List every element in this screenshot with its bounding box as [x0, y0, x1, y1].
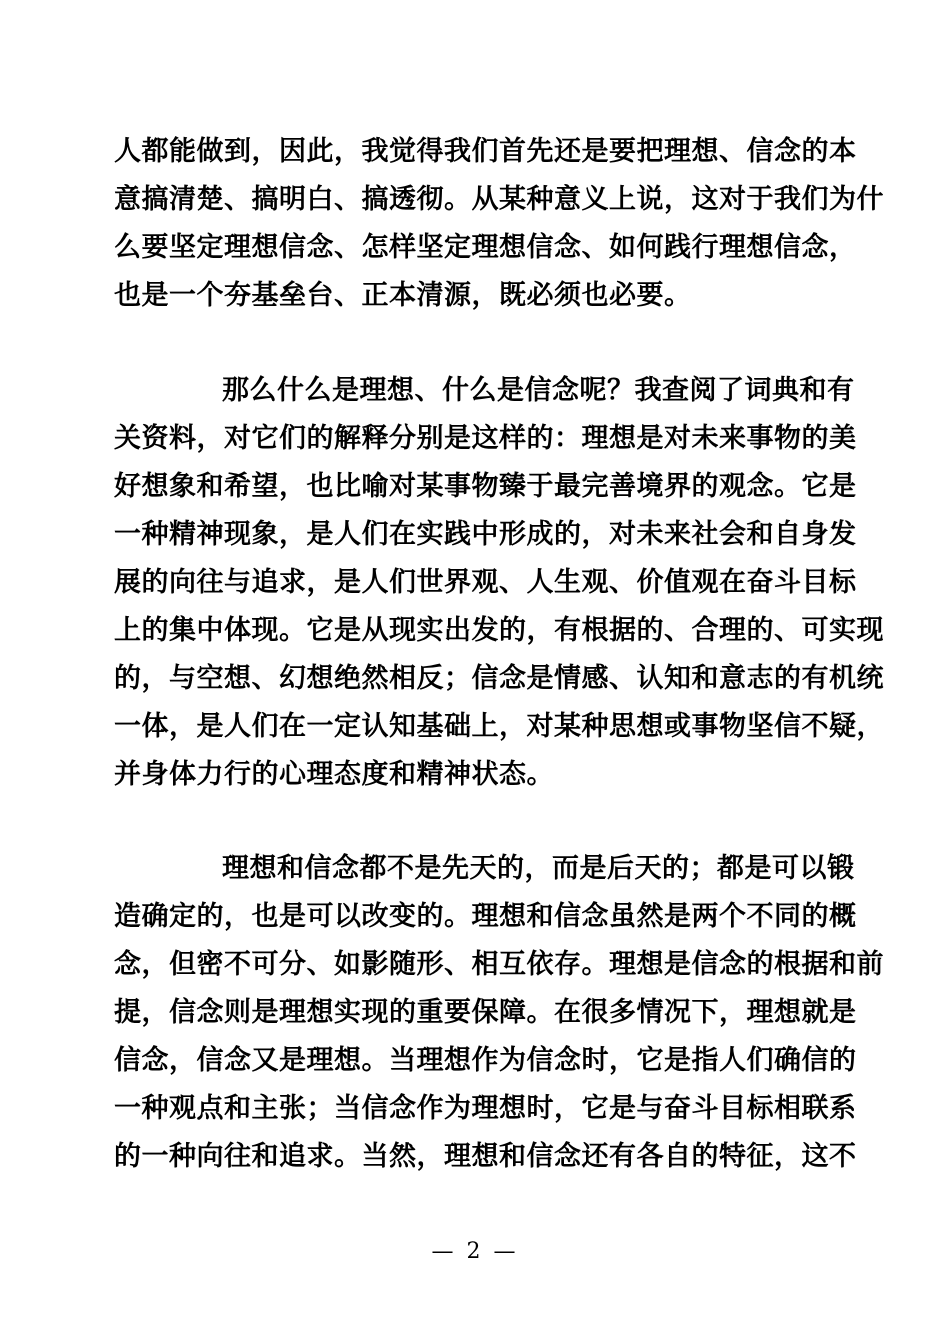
text-line: 人都能做到，因此，我觉得我们首先还是要把理想、信念的本 [114, 136, 857, 167]
text-line: 意搞清楚、搞明白、搞透彻。从某种意义上说，这对于我们为什 [114, 184, 884, 215]
text-line: 信念，信念又是理想。当理想作为信念时，它是指人们确信的 [114, 1045, 857, 1076]
paragraph-1 [114, 128, 884, 320]
text-line: 念，但密不可分、如影随形、相互依存。理想是信念的根据和前 [114, 949, 884, 980]
text-line: 一种精神现象，是人们在实践中形成的，对未来社会和自身发 [114, 519, 857, 550]
text-line: 提，信念则是理想实现的重要保障。在很多情况下，理想就是 [114, 997, 857, 1028]
text-line: 展的向往与追求，是人们世界观、人生观、价值观在奋斗目标 [114, 567, 857, 598]
text-line: 理想和信念都不是先天的，而是后天的；都是可以锻 [222, 853, 855, 884]
paragraph-3 [114, 845, 884, 1181]
text-line: 上的集中体现。它是从现实出发的，有根据的、合理的、可实现 [114, 615, 884, 646]
text-line: 好想象和希望，也比喻对某事物臻于最完善境界的观念。它是 [114, 471, 857, 502]
text-line: 一体，是人们在一定认知基础上，对某种思想或事物坚信不疑， [114, 711, 884, 742]
text-line: 的，与空想、幻想绝然相反；信念是情感、认知和意志的有机统 [114, 663, 884, 694]
text-line: 造确定的，也是可以改变的。理想和信念虽然是两个不同的概 [114, 901, 857, 932]
text-line: 的一种向往和追求。当然，理想和信念还有各自的特征，这不 [114, 1141, 857, 1172]
text-line: 也是一个夯基垒台、正本清源，既必须也必要。 [114, 280, 692, 311]
text-line: 一种观点和主张；当信念作为理想时，它是与奋斗目标相联系 [114, 1093, 857, 1124]
text-line: 么要坚定理想信念、怎样坚定理想信念、如何践行理想信念， [114, 232, 857, 263]
text-line: 那么什么是理想、什么是信念呢？我查阅了词典和有 [222, 375, 855, 406]
page-number: — 2 — [431, 1239, 519, 1264]
paragraph-2 [114, 367, 884, 799]
text-line: 关资料，对它们的解释分别是这样的：理想是对未来事物的美 [114, 423, 857, 454]
text-line: 并身体力行的心理态度和精神状态。 [114, 759, 554, 790]
